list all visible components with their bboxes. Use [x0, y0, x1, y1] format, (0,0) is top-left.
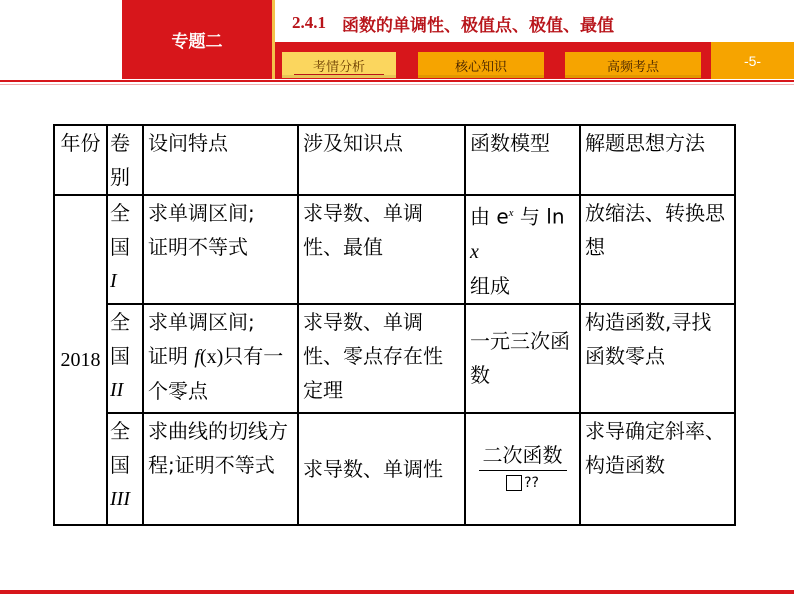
question-cell: 求曲线的切线方程;证明不等式: [143, 413, 298, 525]
tab-exam-analysis[interactable]: 考情分析: [282, 52, 396, 78]
question-prefix: 证明: [148, 343, 195, 368]
model-prefix: 由 e: [470, 204, 509, 229]
volume-roman: II: [110, 378, 124, 401]
question-line: 求单调区间;: [148, 309, 255, 334]
method-cell: 放缩法、转换思想: [580, 195, 735, 304]
lesson-title: [292, 8, 614, 38]
volume-cell: [107, 304, 143, 413]
missing-glyph-icon: [506, 475, 522, 491]
lesson-number: 2.4.1: [292, 13, 326, 32]
method-cell: 构造函数,寻找函数零点: [580, 304, 735, 413]
lesson-title-text: 函数的单调性、极值点、极值、最值: [342, 15, 614, 36]
table-row: [54, 304, 735, 413]
question-arg: (x): [199, 345, 224, 368]
header-year: 年份: [54, 125, 107, 195]
footer-rule: [0, 590, 794, 594]
model-var: x: [470, 240, 479, 263]
model-cell: [465, 413, 580, 525]
model-bottom-text: ??: [524, 475, 539, 492]
header-method: 解题思想方法: [580, 125, 735, 195]
exam-analysis-table: [53, 124, 736, 526]
question-line: [148, 339, 293, 408]
volume-cell: [107, 195, 143, 304]
volume-roman: III: [110, 487, 130, 510]
tab-frequent-topics[interactable]: 高频考点: [565, 52, 701, 78]
tab-core-knowledge[interactable]: 核心知识: [418, 52, 544, 78]
table-row: [54, 413, 735, 525]
knowledge-cell: 求导数、单调性: [298, 413, 465, 525]
model-cell: 一元三次函数: [465, 304, 580, 413]
model-suffix: 组成: [470, 273, 510, 298]
header-divider: [0, 80, 794, 82]
volume-label: 全国: [110, 201, 130, 259]
header-volume: 卷别: [107, 125, 143, 195]
table-header-row: [54, 125, 735, 195]
model-mid: 与 ln: [513, 204, 565, 229]
volume-label: 全国: [110, 309, 130, 368]
question-cell: [143, 304, 298, 413]
question-line: 求单调区间;: [148, 201, 255, 225]
question-cell: [143, 195, 298, 304]
header-knowledge: 涉及知识点: [298, 125, 465, 195]
header-bar: [0, 0, 794, 82]
table-row: [54, 195, 735, 304]
volume-roman: I: [110, 270, 117, 292]
header-divider-thin: [0, 84, 794, 85]
header-question: 设问特点: [143, 125, 298, 195]
volume-cell: [107, 413, 143, 525]
model-exponent: x: [508, 207, 514, 219]
model-cell: [465, 195, 580, 304]
knowledge-cell: 求导数、单调性、零点存在性定理: [298, 304, 465, 413]
question-func: f: [194, 345, 200, 368]
volume-label: 全国: [110, 418, 130, 477]
model-top: 二次函数: [479, 440, 567, 471]
question-suffix: 只有一个零点: [148, 343, 284, 403]
page-number: -5-: [711, 42, 794, 79]
model-bottom: [479, 471, 567, 495]
year-cell: 2018: [54, 195, 107, 525]
method-cell: 求导确定斜率、构造函数: [580, 413, 735, 525]
topic-label: 专题二: [122, 0, 275, 79]
knowledge-cell: 求导数、单调性、最值: [298, 195, 465, 304]
model-fraction: [479, 440, 567, 495]
header-model: 函数模型: [465, 125, 580, 195]
question-line: 证明不等式: [148, 235, 248, 259]
